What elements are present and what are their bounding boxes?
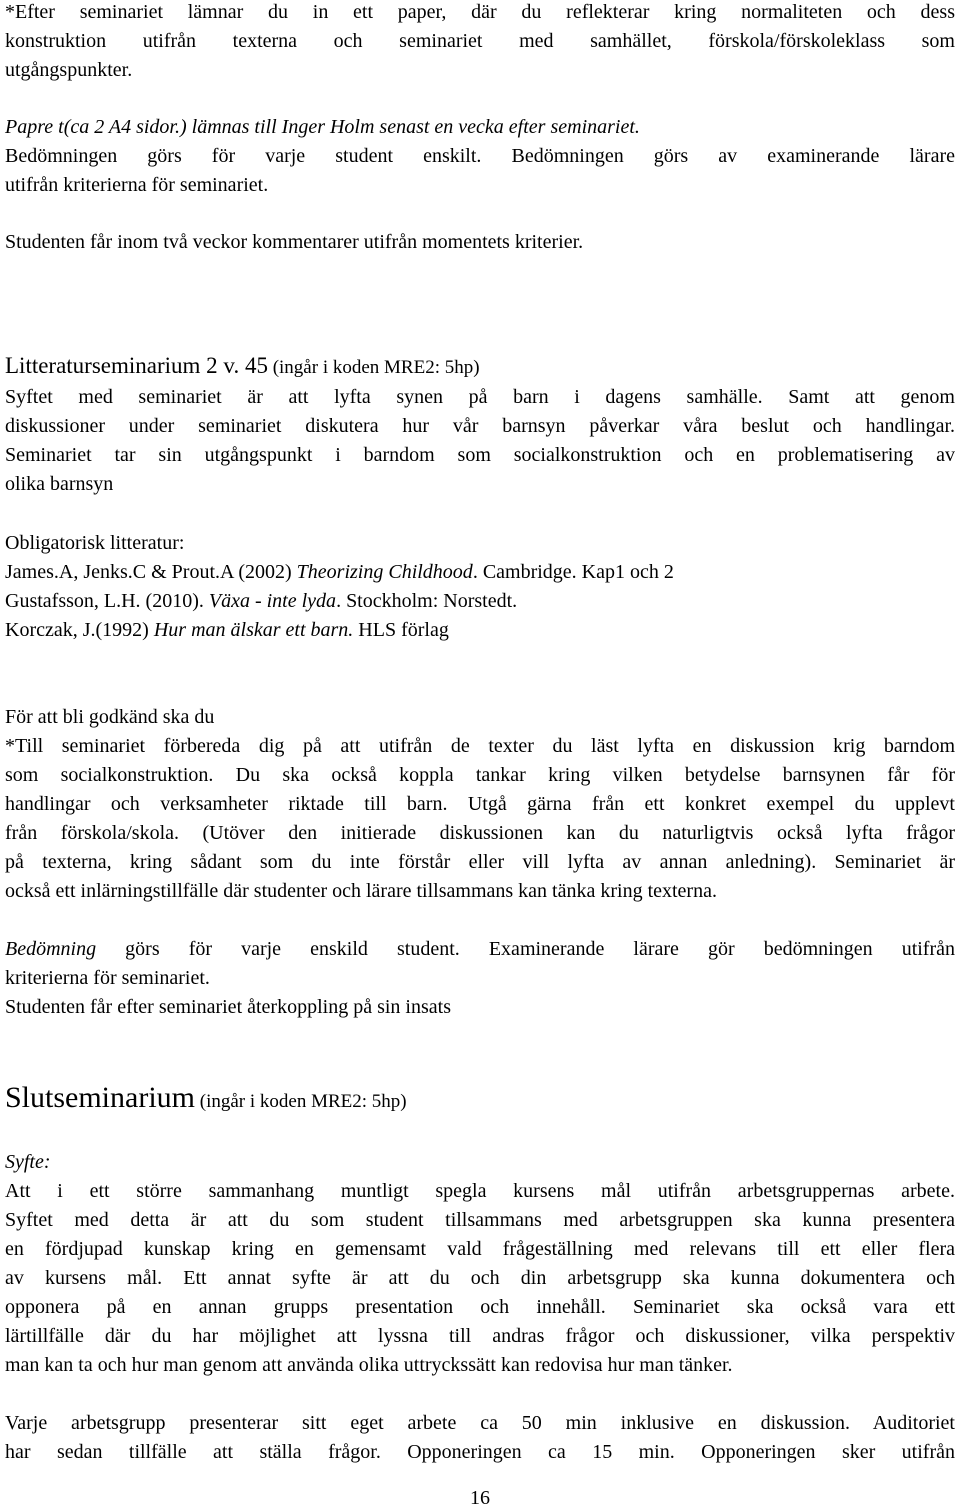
final-seminar-line-4: av kursens mål. Ett annat syfte är att du och din arbetsgrupp ska kunna dokumentera och [5,1267,955,1289]
reference-gustafsson-publisher: . Stockholm: Norstedt. [336,590,518,612]
reference-james [5,562,674,582]
reference-gustafsson-title: Växa - inte lyda [208,590,337,612]
final-seminar-line-2: Syftet med detta är att du som student tillsammans med arbetsgruppen ska kunna presentera [5,1209,955,1231]
reference-james-authors: James.A, Jenks.C & Prout.A (2002) [5,561,297,583]
literature-purpose-line-1: Syftet med seminariet är att lyfta synen på barn i dagens samhälle. Samt att genom [5,386,955,408]
pass-requirements-line-4: från förskola/skola. (Utöver den initierade diskussionen kan du naturligtvis också lyfta frågor [5,822,955,844]
literature-seminar-code: (ingår i koden MRE2: 5hp) [267,357,480,378]
literature-purpose-line-2: diskussioner under seminariet diskutera hur vår barnsyn påverkar våra beslut och handlingar. [5,415,955,437]
paragraph-submission-line-3: utifrån kriterierna för seminariet. [5,174,269,196]
final-seminar-title: Slutseminarium [5,1081,195,1114]
literature-seminar-title: Litteraturseminarium 2 v. 45 [5,353,268,378]
assessment-word: Bedömning [5,938,97,960]
paragraph-paper-line-1: *Efter seminariet lämnar du in ett paper, där du reflekterar kring normaliteten och dess [5,1,955,23]
paragraph-paper-line-3: utgångspunkter. [5,59,133,81]
section-heading-literature-seminar [5,354,480,377]
assessment-line-2: kriterierna för seminariet. [5,967,210,989]
reference-gustafsson [5,591,517,611]
pass-requirements-line-2: som socialkonstruktion. Du ska också koppla tankar kring vilken betydelse barnsynen får för [5,764,955,786]
paragraph-feedback: Studenten får inom två veckor kommentarer utifrån momentets kriterier. [5,231,584,253]
assessment-line-1 [5,939,955,959]
assessment-line-3: Studenten får efter seminariet återkoppling på sin insats [5,996,451,1018]
final-seminar-line-3: en fördjupad kunskap kring en gemensamt vald frågeställning med relevans till ett eller flera [5,1238,955,1260]
reference-gustafsson-authors: Gustafsson, L.H. (2010). [5,590,209,612]
final-seminar-line-6: lärtillfälle där du har möjlighet att lyssna till andras frågor och diskussioner, vilka perspektiv [5,1325,955,1347]
page-number: 16 [470,1487,490,1509]
reference-korczak-publisher: HLS förlag [353,619,449,641]
paragraph-paper-line-2: konstruktion utifrån texterna och seminariet med samhället, förskola/förskoleklass som [5,30,955,52]
section-heading-final-seminar [5,1083,407,1113]
assessment-text: görs för varje enskild student. Examinerande lärare gör bedömningen utifrån [96,938,955,960]
final-seminar-line-9: har sedan tillfälle att ställa frågor. Opponeringen ca 15 min. Opponeringen sker utifrån [5,1441,955,1463]
paragraph-submission-line-2: Bedömningen görs för varje student enskilt. Bedömningen görs av examinerande lärare [5,145,955,167]
final-seminar-line-5: opponera på en annan grupps presentation och innehåll. Seminariet ska också vara ett [5,1296,955,1318]
pass-requirements-line-6: också ett inlärningstillfälle där studenter och lärare tillsammans kan tänka kring texterna. [5,880,717,902]
final-seminar-line-8: Varje arbetsgrupp presenterar sitt eget arbete ca 50 min inklusive en diskussion. Auditoriet [5,1412,955,1434]
submission-italic-text: Papre t(ca 2 A4 sidor.) lämnas till Inger Holm senast en vecka efter seminariet. [5,116,640,138]
paragraph-submission-line-1 [5,117,640,137]
reference-korczak-authors: Korczak, J.(1992) [5,619,154,641]
literature-purpose-line-3: Seminariet tar sin utgångspunkt i barndom som socialkonstruktion och en problematisering av [5,444,955,466]
purpose-label-text: Syfte: [5,1151,51,1173]
reference-korczak-title: Hur man älskar ett barn. [153,619,354,641]
pass-requirements-heading: För att bli godkänd ska du [5,706,215,728]
required-literature-heading: Obligatorisk litteratur: [5,532,185,554]
pass-requirements-line-1: *Till seminariet förbereda dig på att utifrån de texter du läst lyfta en diskussion krig barndom [5,735,955,757]
final-seminar-line-1: Att i ett större sammanhang muntligt spegla kursens mål utifrån arbetsgruppernas arbete. [5,1180,955,1202]
final-seminar-purpose-label [5,1152,51,1172]
pass-requirements-line-3: handlingar och verksamheter riktade till barn. Utgå gärna från ett konkret exempel du upplevt [5,793,955,815]
final-seminar-code: (ingår i koden MRE2: 5hp) [195,1091,407,1112]
literature-purpose-line-4: olika barnsyn [5,473,114,495]
reference-james-publisher: . Cambridge. Kap1 och 2 [472,561,674,583]
reference-korczak [5,620,449,640]
pass-requirements-line-5: på texterna, kring sådant som du inte förstår eller vill lyfta av annan anledning). Seminariet är [5,851,955,873]
reference-james-title: Theorizing Childhood [296,561,473,583]
final-seminar-line-7: man kan ta och hur man genom att använda olika uttryckssätt kan redovisa hur man tänker. [5,1354,733,1376]
